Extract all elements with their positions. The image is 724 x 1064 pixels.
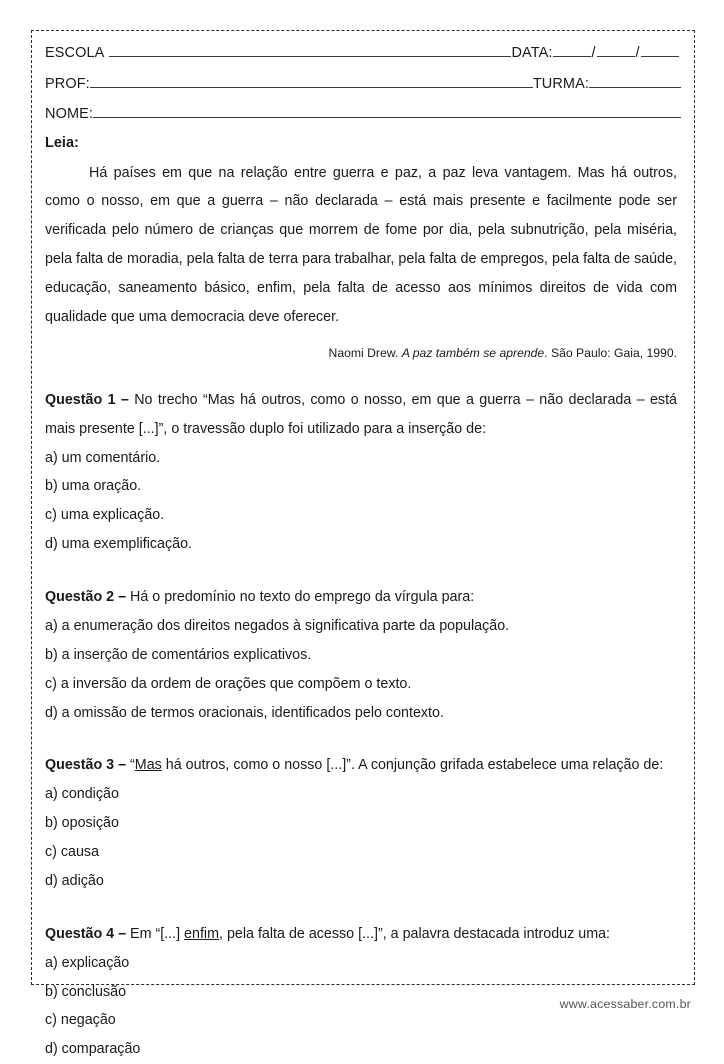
turma-label: TURMA: <box>532 75 589 92</box>
questions-container <box>45 386 681 1064</box>
worksheet-inner <box>32 31 694 1064</box>
field-row-nome <box>45 104 681 122</box>
prof-input-rule[interactable] <box>90 74 533 88</box>
question-option[interactable]: b) oposição <box>45 815 119 832</box>
question-option[interactable]: d) uma exemplificação. <box>45 536 193 553</box>
question-stem <box>45 751 677 780</box>
question-stem <box>45 386 677 444</box>
question-stem-text: No trecho “Mas há outros, como o nosso, em que a guerra – não declarada – está mais presente [...]”, o travessão duplo foi utilizado para a inserção de: <box>45 391 677 437</box>
attribution-title: A paz também se aprende <box>401 345 545 360</box>
question-option[interactable]: b) conclusão <box>45 983 127 1000</box>
question-option[interactable]: d) comparação <box>45 1041 141 1058</box>
question-number: Questão 1 – <box>45 391 135 408</box>
question-block <box>45 751 681 895</box>
question-block <box>45 583 681 727</box>
reading-passage: Há países em que na relação entre guerra e paz, a paz leva vantagem. Mas há outros, como o nosso, em que a guerra – não declarada – está mais presente e facilmente pode ser verificada pelo número de crianças que morrem de fome por dia, pela subnutrição, pela miséria, pela falta de moradia, pela falta de terra para trabalhar, pela falta de empregos, pela falta de saúde, educação, saneamento básico, enfim, pela falta de acesso aos mínimos direitos de vida com qualidade que uma democracia deve oferecer. <box>45 164 677 325</box>
nome-input-rule[interactable] <box>93 104 681 118</box>
turma-input-rule[interactable] <box>589 74 681 88</box>
question-stem-text: Em “[...] <box>130 925 185 942</box>
question-option[interactable]: c) negação <box>45 1012 116 1029</box>
question-highlighted-word: Mas <box>134 757 162 774</box>
data-label: DATA: <box>511 45 553 61</box>
escola-label: ESCOLA <box>45 45 105 61</box>
nome-label: NOME: <box>45 106 94 122</box>
attribution-source: . São Paulo: Gaia, 1990. <box>544 345 677 360</box>
footer-site: www.acessaber.com.br <box>559 997 691 1011</box>
question-number: Questão 4 – <box>45 925 131 942</box>
leia-heading: Leia: <box>45 134 79 151</box>
date-slash-1: / <box>591 45 596 61</box>
question-number: Questão 2 – <box>45 589 131 606</box>
question-highlighted-word: enfim <box>184 925 220 942</box>
field-row-escola-data <box>45 43 681 61</box>
data-month-rule[interactable] <box>597 43 635 57</box>
attribution-author: Naomi Drew. <box>328 345 402 360</box>
data-year-rule[interactable] <box>641 43 679 57</box>
question-option[interactable]: d) adição <box>45 872 104 889</box>
question-option[interactable]: c) a inversão da ordem de orações que compõem o texto. <box>45 675 412 692</box>
field-row-prof-turma <box>45 74 681 92</box>
question-stem-text: “ <box>130 757 135 774</box>
question-option[interactable]: b) uma oração. <box>45 478 142 495</box>
data-day-rule[interactable] <box>553 43 591 57</box>
question-option[interactable]: c) uma explicação. <box>45 507 165 524</box>
question-option[interactable]: c) causa <box>45 844 100 861</box>
question-number: Questão 3 – <box>45 757 131 774</box>
escola-input-rule[interactable] <box>109 43 511 57</box>
passage-attribution <box>45 345 677 362</box>
question-block <box>45 920 681 1064</box>
question-block <box>45 386 681 559</box>
question-option[interactable]: a) explicação <box>45 954 130 971</box>
question-stem-text-tail: há outros, como o nosso [...]”. A conjunção grifada estabelece uma relação de: <box>161 757 664 774</box>
question-option[interactable]: d) a omissão de termos oracionais, identificados pelo contexto. <box>45 704 444 721</box>
date-slash-2: / <box>635 45 640 61</box>
question-option[interactable]: a) a enumeração dos direitos negados à significativa parte da população. <box>45 617 510 634</box>
prof-label: PROF: <box>45 75 90 92</box>
question-stem-text: Há o predomínio no texto do emprego da vírgula para: <box>130 589 475 606</box>
question-stem-text-tail: , pela falta de acesso [...]”, a palavra destacada introduz uma: <box>219 925 611 942</box>
question-stem <box>45 920 677 949</box>
question-stem <box>45 583 677 612</box>
question-option[interactable]: a) um comentário. <box>45 449 161 466</box>
question-option[interactable]: a) condição <box>45 786 119 803</box>
question-option[interactable]: b) a inserção de comentários explicativos. <box>45 646 312 663</box>
